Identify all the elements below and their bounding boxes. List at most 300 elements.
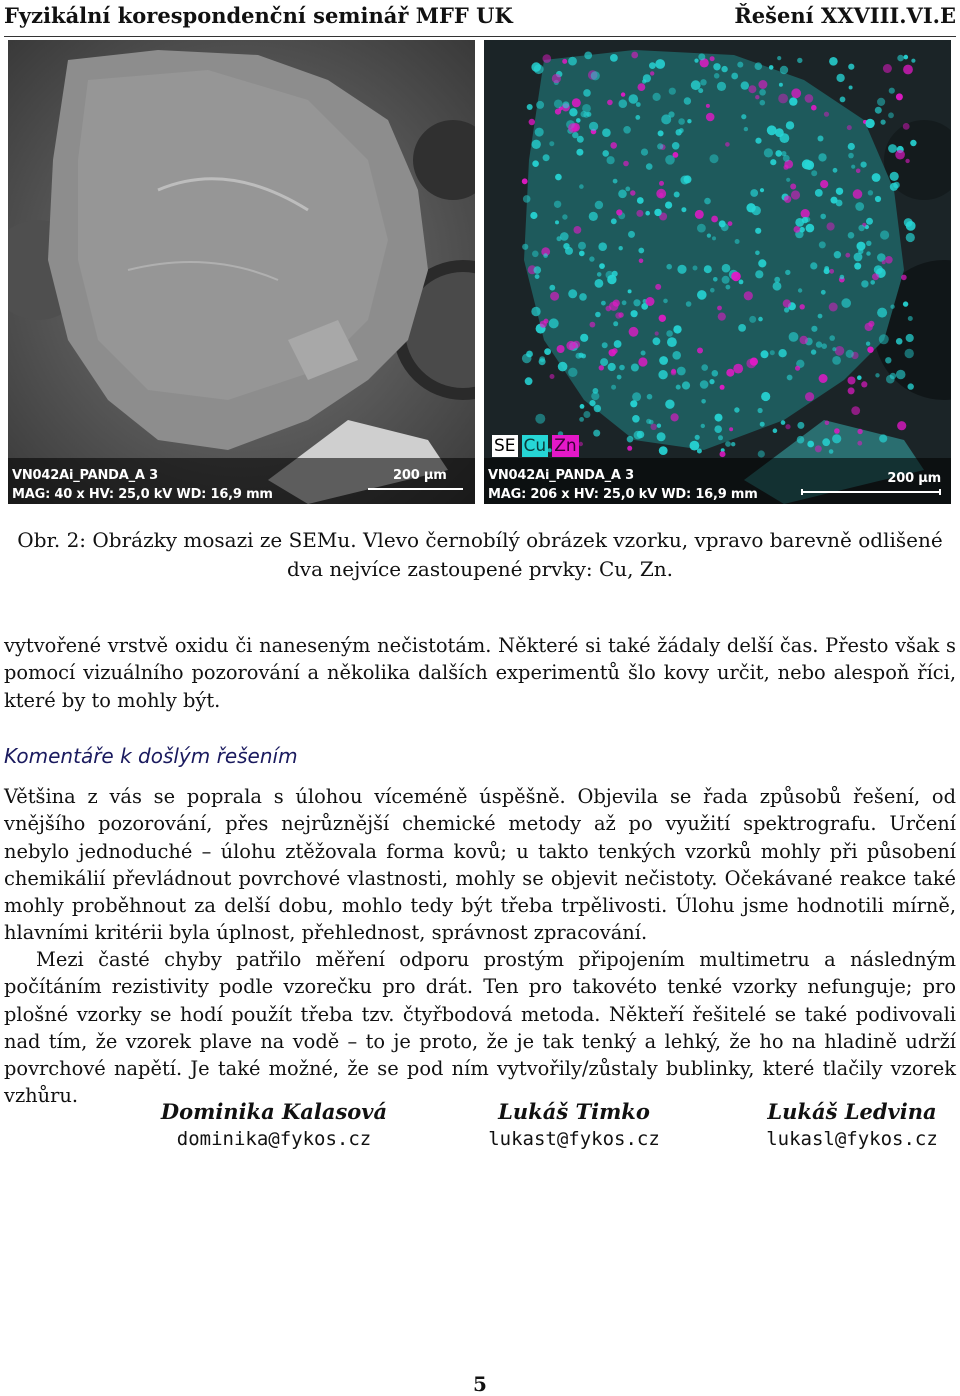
element-map-speckle [896,93,903,100]
element-map-speckle [744,127,748,131]
element-map-speckle [819,374,828,383]
element-map-speckle [712,236,716,240]
element-map-speckle [885,256,893,264]
sem-right-scale [801,467,941,487]
element-map-speckle [623,161,629,167]
element-map-speckle [906,334,914,342]
element-map-speckle [619,246,623,250]
element-map-speckle [897,421,906,430]
header-series: Řešení XXVIII.VI.E [734,3,956,28]
element-map-speckle [801,209,810,218]
element-map-speckle [613,179,618,184]
element-map-speckle [574,226,582,234]
element-map-speckle [550,292,559,301]
element-map-speckle [715,414,723,422]
element-legend [492,435,579,457]
element-map-speckle [758,80,767,89]
element-map-speckle [903,301,908,306]
element-map-speckle [695,210,704,219]
element-map-speckle [579,184,584,189]
element-map-speckle [706,104,710,108]
element-map-speckle [811,170,817,176]
element-map-speckle [722,276,730,284]
element-map-speckle [549,285,555,291]
element-map-speckle [557,236,562,241]
element-map-speckle [701,424,705,428]
element-map-speckle [598,242,607,251]
element-map-speckle [811,105,817,111]
element-map-speckle [610,142,617,149]
element-map-speckle [815,189,823,197]
element-map-speckle [879,334,889,344]
element-map-speckle [791,88,801,98]
element-map-speckle [818,314,823,319]
element-map-speckle [847,125,852,130]
element-map-speckle [677,367,686,376]
element-map-speckle [635,115,640,120]
element-map-speckle [562,101,569,108]
author-name: Dominika Kalasová [160,1099,388,1124]
element-map-speckle [789,332,799,342]
element-map-speckle [611,218,617,224]
element-map-speckle [848,64,854,70]
element-map-speckle [639,259,644,264]
element-map-speckle [903,65,913,75]
page-header [4,0,956,37]
element-map-speckle [666,330,673,337]
element-map-speckle [589,256,594,261]
element-map-speckle [632,415,640,423]
element-map-speckle [697,348,703,354]
element-map-speckle [897,55,904,62]
element-map-speckle [584,52,592,60]
element-map-speckle [903,123,910,130]
element-map-speckle [677,265,686,274]
element-map-speckle [566,341,575,350]
element-map-speckle [829,335,835,341]
element-map-speckle [904,55,909,60]
element-map-speckle [848,153,854,159]
element-map-speckle [653,93,661,101]
element-map-speckle [710,154,719,163]
element-map-speckle [725,142,730,147]
element-map-speckle [858,225,864,231]
element-map-speckle [576,118,581,123]
element-map-speckle [720,385,725,390]
element-map-speckle [617,375,622,380]
element-map-speckle [752,206,761,215]
element-map-speckle [890,305,894,309]
element-map-speckle [712,370,719,377]
element-map-speckle [833,168,838,173]
element-map-speckle [697,224,706,233]
element-map-speckle [721,66,727,72]
element-map-speckle [595,201,603,209]
element-map-speckle [694,59,698,63]
element-map-speckle [786,178,790,182]
element-map-speckle [568,368,577,377]
element-map-speckle [795,218,804,227]
element-map-speckle [658,370,667,379]
element-map-speckle [714,73,720,79]
sem-left-scale-label: 200 µm [393,468,447,483]
element-map-speckle [698,53,705,60]
element-map-speckle [602,342,608,348]
element-map-speckle [885,357,891,363]
element-map-speckle [633,299,640,306]
element-map-speckle [654,209,661,216]
element-map-speckle [734,407,739,412]
element-map-speckle [681,207,686,212]
element-map-speckle [646,163,653,170]
element-map-speckle [731,73,738,80]
author-name: Lukáš Timko [498,1099,650,1124]
element-map-speckle [583,411,590,418]
element-map-speckle [888,144,897,153]
element-map-speckle [657,432,666,441]
element-map-speckle [549,318,559,328]
element-map-speckle [580,334,588,342]
element-map-speckle [872,173,881,182]
element-map-speckle [673,325,681,333]
element-map-speckle [606,306,612,312]
element-map-speckle [791,190,800,199]
element-map-speckle [879,434,887,442]
element-map-speckle [758,450,765,457]
element-map-speckle [579,251,585,257]
element-map-speckle [632,392,641,401]
element-map-speckle [770,159,776,165]
legend-cu: Cu [523,436,547,456]
element-map-speckle [578,242,586,250]
element-map-speckle [589,122,598,131]
element-map-speckle [882,260,886,264]
element-map-speckle [755,95,759,99]
element-map-speckle [671,413,679,421]
element-map-speckle [554,100,563,109]
element-map-speckle [760,188,764,192]
element-map-speckle [805,392,814,401]
element-map-speckle [591,71,600,80]
element-map-speckle [530,212,537,219]
element-map-speckle [800,304,805,309]
element-map-speckle [848,387,855,394]
element-map-speckle [866,241,871,246]
element-map-speckle [821,343,827,349]
author-name: Lukáš Ledvina [767,1099,937,1124]
element-map-speckle [659,356,668,365]
element-map-speckle [738,324,746,332]
element-map-speckle [729,427,733,431]
element-map-speckle [811,326,817,332]
element-map-speckle [557,345,565,353]
element-map-speckle [607,156,615,164]
element-map-speckle [731,442,735,446]
element-map-speckle [774,277,780,283]
element-map-speckle [832,356,841,365]
element-map-speckle [583,89,591,97]
element-map-speckle [631,310,638,317]
element-map-speckle [600,358,608,366]
element-map-speckle [590,322,596,328]
element-map-speckle [781,151,786,156]
element-map-speckle [856,169,861,174]
element-map-speckle [795,366,800,371]
element-map-speckle [748,85,756,93]
element-map-speckle [829,449,834,454]
element-map-speckle [825,421,830,426]
element-map-speckle [802,159,812,169]
element-map-speckle [522,244,528,250]
element-map-speckle [829,303,838,312]
element-map-speckle [875,373,879,377]
element-map-speckle [848,377,856,385]
element-map-speckle [711,216,718,223]
element-map-speckle [773,282,782,291]
element-map-speckle [527,104,533,110]
element-map-speckle [755,228,761,234]
element-map-speckle [552,74,561,83]
element-map-speckle [607,100,613,106]
element-map-speckle [565,247,573,255]
paragraph-comments-2: Mezi časté chyby patřilo měření odporu prostým připojením multimetru a následným počítáním rezistivity podle vzorečku pro drát. Ten pro takovéto tenké vzorky nefunguje; pro plošné vzorky se hodí použít třeba tzv. čtyřbodová metoda. Někteří řešitelé se také podivovali nad tím, že vzorek plave na vodě – to je proto, že je tak tenký a lehký, že ho na hladině udrží povrchové napětí. Je také možné, že se pod ním vytvořily/zůstaly bublinky, které tlačily vzorek vzhůru. [4,948,956,1108]
element-map-speckle [615,312,621,318]
element-map-speckle [543,253,548,258]
element-map-speckle [889,88,895,94]
element-map-speckle [770,350,775,355]
element-map-speckle [829,269,834,274]
element-map-speckle [755,138,761,144]
sem-right-label-line2: MAG: 206 x HV: 25,0 kV WD: 16,9 mm [488,487,758,502]
element-map-speckle [866,218,873,225]
element-map-speckle [785,424,790,429]
element-map-speckle [868,190,873,195]
caption-line-2: dva nejvíce zastoupené prvky: Cu, Zn. [287,557,673,581]
element-map-speckle [672,142,680,150]
element-map-speckle [806,224,815,233]
element-map-speckle [759,89,766,96]
element-map-speckle [687,119,691,123]
element-map-speckle [631,364,639,372]
element-map-speckle [818,153,826,161]
element-map-speckle [811,349,816,354]
element-map-speckle [686,301,692,307]
element-map-speckle [851,165,855,169]
element-map-speckle [784,307,789,312]
element-map-speckle [697,290,707,300]
element-map-speckle [663,299,668,304]
element-map-speckle [665,155,675,165]
element-map-speckle [555,220,559,224]
figure-caption [8,526,952,584]
sem-figure [8,40,951,504]
element-map-speckle [755,251,760,256]
element-map-speckle [579,417,584,422]
element-map-speckle [840,97,846,103]
element-map-speckle [719,220,726,227]
element-map-speckle [890,183,898,191]
element-map-speckle [608,363,616,371]
element-map-speckle [601,301,606,306]
element-map-speckle [659,446,668,455]
element-map-speckle [780,66,788,74]
element-map-speckle [720,451,726,457]
element-map-speckle [619,99,628,108]
element-map-speckle [610,54,618,62]
element-map-speckle [580,404,585,409]
author-email[interactable]: dominika@fykos.cz [176,1128,372,1150]
element-map-speckle [597,272,602,277]
page-number: 5 [473,1372,487,1396]
element-map-speckle [550,374,555,379]
element-map-speckle [744,291,753,300]
element-map-speckle [646,297,655,306]
section-title: Komentáře k došlým řešením [4,744,298,768]
element-map-speckle [651,424,657,430]
element-map-speckle [534,64,544,74]
paragraph-comments-1: Většina z vás se poprala s úlohou víceméně úspěšně. Objevila se řada způsobů řešení, od vnějšího pozorování, přes nejrůznější chemické metody až po využití spektrografu. Určení nebylo jednoduché – úlohu ztěžovala forma kovů; u takto tenkých vzorků mohly při působení chemikálií převládnout povrchové vlastnosti, mohly se objevit nečistoty. Očekávané reakce také mohly proběhnout za delší dobu, mohlo tedy být třeba trpělivosti. Úlohu jsme hodnotili mírně, hlavními kritérii byla úplnost, přehlednost, správnost zpracování. [4,785,956,945]
author-email[interactable]: lukast@fykos.cz [488,1128,660,1150]
element-map-speckle [669,88,676,95]
element-map-speckle [836,74,844,82]
element-map-speckle [618,190,627,199]
element-map-speckle [535,414,545,424]
element-map-speckle [718,313,726,321]
element-map-speckle [613,321,618,326]
element-map-speckle [767,125,777,135]
element-map-speckle [760,100,766,106]
element-map-speckle [665,400,674,409]
element-map-speckle [558,362,568,372]
element-map-speckle [910,140,916,146]
element-map-speckle [778,349,786,357]
sem-grayscale-image [8,40,475,504]
element-map-speckle [627,446,632,451]
element-map-speckle [602,150,609,157]
element-map-speckle [589,212,598,221]
element-map-speckle [758,408,763,413]
element-map-speckle [832,347,836,351]
element-map-speckle [572,132,578,138]
element-map-speckle [737,62,743,68]
element-map-speckle [794,226,801,233]
element-map-speckle [599,365,604,370]
element-map-speckle [731,272,741,282]
legend-se: SE [494,436,516,456]
element-map-speckle [789,97,797,105]
element-map-speckle [674,192,680,198]
element-map-speckle [750,358,758,366]
element-map-speckle [641,351,646,356]
element-map-speckle [701,399,706,404]
element-map-speckle [649,62,656,69]
element-map-speckle [896,338,903,345]
element-map-speckle [704,198,711,205]
element-map-speckle [638,248,644,254]
element-map-speckle [594,405,601,412]
element-map-speckle [643,74,651,82]
element-map-speckle [572,98,581,107]
element-map-speckle [797,422,804,429]
element-map-speckle [911,59,915,63]
element-map-speckle [579,293,587,301]
element-map-speckle [836,188,843,195]
element-map-speckle [824,268,830,274]
element-map-speckle [735,239,740,244]
element-map-speckle [821,290,826,295]
element-map-speckle [905,159,909,163]
author-email[interactable]: lukasl@fykos.cz [766,1128,938,1150]
element-map-speckle [638,83,646,91]
element-map-speckle [835,346,845,356]
element-map-speckle [778,94,788,104]
element-map-speckle [650,71,654,75]
element-map-speckle [713,63,720,70]
element-map-speckle [827,222,835,230]
element-map-speckle [741,81,749,89]
element-map-speckle [829,57,838,66]
element-map-speckle [865,119,874,128]
element-map-speckle [870,280,875,285]
element-map-speckle [672,351,681,360]
element-map-speckle [784,196,791,203]
element-map-speckle [760,422,765,427]
element-map-speckle [579,353,584,358]
element-map-speckle [872,273,879,280]
element-map-speckle [629,327,639,337]
element-map-speckle [717,82,726,91]
element-map-speckle [522,178,528,184]
element-map-speckle [858,249,863,254]
element-map-speckle [661,114,671,124]
element-map-speckle [834,251,841,258]
element-map-speckle [595,279,604,288]
element-map-speckle [595,312,601,318]
element-map-speckle [861,280,868,287]
element-map-speckle [836,200,843,207]
element-map-speckle [857,429,862,434]
element-map-speckle [848,143,855,150]
element-map-speckle [638,357,647,366]
sem-left-label-line1: VN042Ai_PANDA_A 3 [12,468,158,483]
element-map-speckle [630,190,635,195]
element-map-speckle [628,231,635,238]
element-map-speckle [532,251,539,258]
element-map-speckle [816,341,822,347]
element-map-speckle [611,385,616,390]
element-map-speckle [769,65,774,70]
element-map-speckle [726,369,734,377]
element-map-speckle [901,275,907,281]
element-map-speckle [849,86,853,90]
element-map-speckle [645,211,650,216]
element-map-speckle [890,172,899,181]
element-map-speckle [783,299,791,307]
element-map-speckle [698,88,703,93]
element-map-speckle [726,285,731,290]
element-map-speckle [787,375,793,381]
element-map-speckle [625,187,630,192]
element-map-speckle [846,350,854,358]
element-map-speckle [659,181,664,186]
element-map-speckle [665,202,672,209]
element-map-speckle [749,316,756,323]
element-map-speckle [797,58,802,63]
element-map-speckle [609,349,616,356]
sem-right-label-line1: VN042Ai_PANDA_A 3 [488,468,634,483]
element-map-speckle [704,265,712,273]
element-map-speckle [707,234,711,238]
